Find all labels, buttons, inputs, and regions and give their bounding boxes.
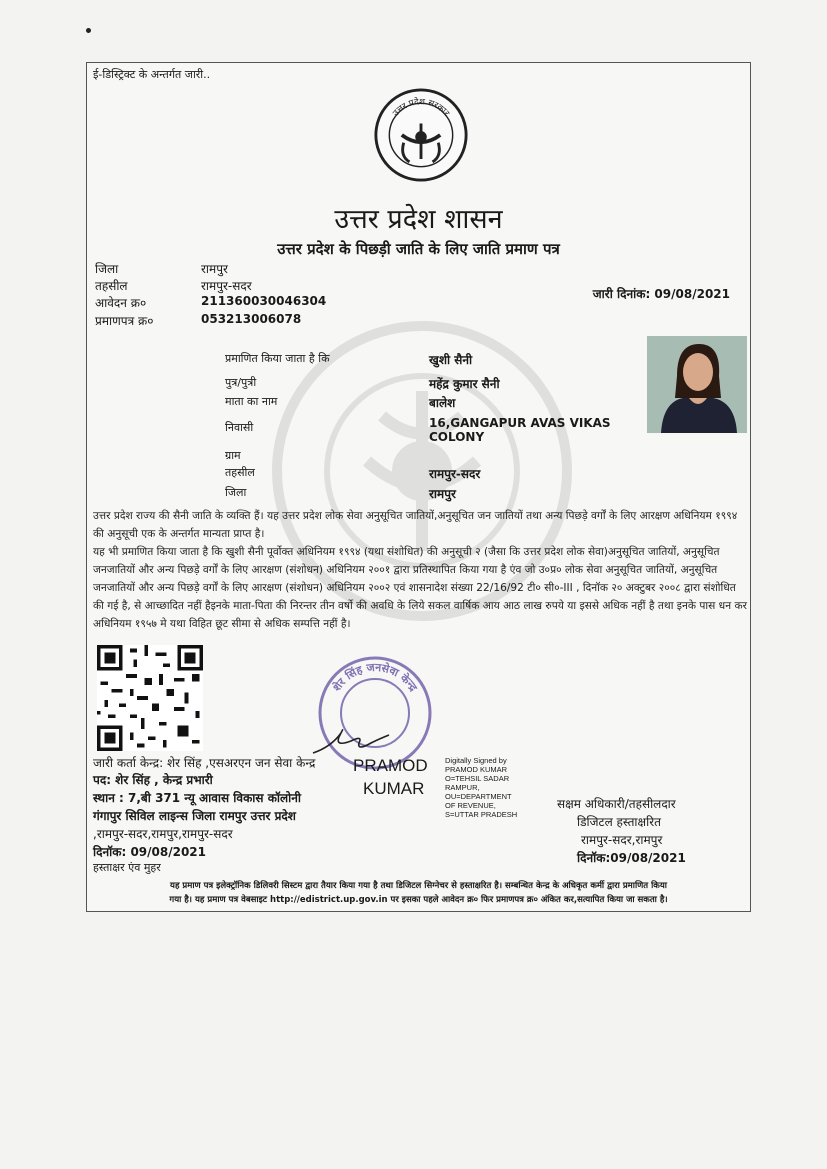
detail-label-district: जिला — [225, 486, 247, 499]
detail-value-mother: बालेश — [429, 396, 456, 410]
footer-line-2: गया है। यह प्रमाण पत्र वेबसाइट http://edistrict.up.gov.in पर इसका पहले आवेदन क्र० फिर प्रमाणपत्र क्र० अंकित कर,सत्यापित किया जा सकता है। — [169, 895, 668, 905]
authority-title: सक्षम अधिकारी/तहसीलदार — [557, 797, 676, 811]
detail-value-district: रामपुर — [429, 487, 456, 501]
page-title: उत्तर प्रदेश शासन — [334, 204, 503, 235]
detail-label-parent: पुत्र/पुत्री — [225, 376, 257, 389]
digital-sig-name-1: PRAMOD — [353, 756, 428, 775]
stamp-text: शेर सिंह जनसेवा केन्द्र — [330, 660, 420, 694]
detail-value-father: महेंद्र कुमार सैनी — [429, 377, 500, 391]
issuer-center: जारी कर्ता केन्द्र: शेर सिंह ,एसअरएन जन सेवा केन्द्र — [93, 756, 316, 770]
authority-place: रामपुर-सदर,रामपुर — [581, 833, 663, 847]
authority-digital: डिजिटल हस्ताक्षरित — [577, 815, 661, 829]
footer-line-1: यह प्रमाण पत्र इलेक्ट्रॉनिक डिलिवरी सिस्टम द्वारा तैयार किया गया है तथा डिजिटल सिग्नेचर से हस्ताक्षरित है। सम्बन्धित केन्द्र के अधिकृत कर्मी द्वारा प्रमाणित किया — [170, 881, 667, 891]
header-label-district: जिला — [95, 262, 119, 276]
detail-label-village: ग्राम — [225, 449, 241, 462]
digital-sig-line: RAMPUR, — [445, 783, 480, 792]
scan-dot — [86, 28, 91, 33]
emblem-text: उत्तर प्रदेश सरकार — [391, 97, 451, 119]
detail-value-name: खुशी सैनी — [429, 353, 473, 367]
detail-label-mother: माता का नाम — [225, 395, 278, 408]
header-label-application: आवेदन क्र० — [95, 296, 147, 310]
svg-text:शेर सिंह जनसेवा केन्द्र — [329, 660, 420, 694]
top-note: ई-डिस्ट्रिक्ट के अन्तर्गत जारी.. — [93, 68, 211, 81]
digital-sig-line: PRAMOD KUMAR — [445, 765, 508, 774]
detail-label-tehsil: तहसील — [225, 466, 255, 479]
certificate-footer — [91, 879, 746, 907]
caste-paragraph: उत्तर प्रदेश राज्य की सैनी जाति के व्यक्ति हैं। यह उत्तर प्रदेश लोक सेवा अनुसूचित जातियों,अनुसूचित जन जातियों तथा अन्य पिछड़े वर्गों के लिए आरक्षण अधिनियम १९९४ की अनुसूची एक के अन्तर्गत मान्यता प्राप्त है। — [93, 510, 738, 540]
digital-sig-line: Digitally Signed by — [445, 756, 507, 765]
digital-sig-line: O=TEHSIL SADAR — [445, 774, 510, 783]
issuer-sign-label: हस्ताक्षर एंव मुहर — [93, 861, 161, 874]
certificate — [86, 62, 751, 912]
issuer-place-1: स्थान : 7,बी 371 न्यू आवास विकास कॉलोनी — [93, 791, 302, 805]
detail-label-certified: प्रमाणित किया जाता है कि — [225, 352, 330, 365]
issuer-place-3: ,रामपुर-सदर,रामपुर,रामपुर-सदर — [93, 827, 233, 841]
application-number: 211360030046304 — [201, 294, 327, 308]
certificate-subtitle: उत्तर प्रदेश के पिछड़ी जाति के लिए जाति प्रमाण पत्र — [277, 240, 560, 258]
issuer-date: दिनॉक: 09/08/2021 — [93, 845, 207, 859]
qr-code — [97, 645, 203, 751]
issue-date: जारी दिनांक: 09/08/2021 — [592, 287, 730, 301]
digital-sig-line: S=UTTAR PRADESH — [445, 810, 518, 819]
issuer-place-2: गंगापुर सिविल लाइन्स जिला रामपुर उत्तर प्रदेश — [93, 809, 296, 823]
up-govt-emblem-icon — [373, 87, 469, 183]
header-label-tehsil: तहसील — [95, 279, 128, 293]
eligibility-paragraph: यह भी प्रमाणित किया जाता है कि खुशी सैनी पूर्वोक्त अधिनियम १९९४ (यथा संशोधित) की अनुसूची २ (जैसा कि उत्तर प्रदेश लोक सेवा)अनुसूचित जातियों, अनुसूचित जनजातियों और अन्य पिछड़े वर्गों के लिए आरक्षण (संशोधन) अधिनियम २००१ द्वारा प्रतिस्थापित किया गया है एंव जो उ०प्र० लोक सेवा अनुसूचित जातियों, अनुसूचित जनजातियों और अन्य पिछड़े वर्गों के लिए आरक्षण (संशोधन) अधिनियम २००२ एवं शासनादेश संख्या 22/16/92 टी० सी०-III , दिनॉक २० अक्टुबर २००८ द्वारा संशोधित की गई है, से आच्छादित नहीं हैइनके माता-पिता की निरन्तर तीन वर्षो की अवधि के लिये सकल वार्षिक आय आठ लाख रुपये या इससे अधिक नहीं है तथा इनके पास धन कर अधिनियम १९५७ मे यथा विहित छूट सीमा से अधिक सम्पत्ति नहीं है। — [93, 546, 747, 630]
header-label-certificate: प्रमाणपत्र क्र० — [95, 314, 154, 328]
header-value-district: रामपुर — [201, 262, 228, 276]
digital-sig-name-2: KUMAR — [363, 779, 425, 798]
digital-sig-details — [445, 756, 517, 819]
issuer-post: पद: शेर सिंह , केन्द्र प्रभारी — [93, 773, 213, 787]
authority-date: दिनॉक:09/08/2021 — [577, 851, 686, 865]
detail-label-resident: निवासी — [225, 421, 254, 434]
certificate-number: 053213006078 — [201, 312, 302, 326]
applicant-photo — [647, 336, 747, 433]
detail-value-tehsil: रामपुर-सदर — [429, 467, 481, 481]
header-value-tehsil: रामपुर-सदर — [201, 279, 252, 293]
detail-value-address: 16,GANGAPUR AVAS VIKAS COLONY — [429, 416, 611, 444]
digital-sig-line: OF REVENUE, — [445, 801, 496, 810]
digital-sig-line: OU=DEPARTMENT — [445, 792, 512, 801]
